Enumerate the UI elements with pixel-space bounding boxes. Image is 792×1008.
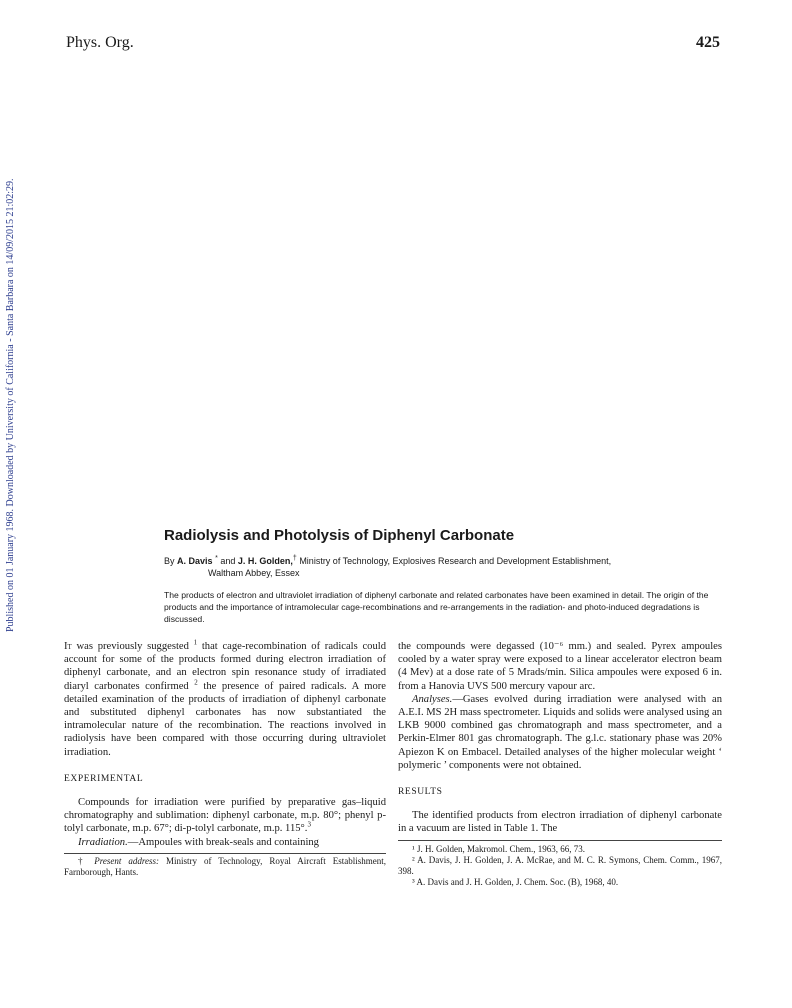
affiliation-line-2: Waltham Abbey, Essex [208,568,300,578]
article-title: Radiolysis and Photolysis of Diphenyl Carbonate [164,527,515,544]
abstract: The products of electron and ultraviolet irradiation of diphenyl carbonate and related carbonates have been examined in detail. The origin of the products and the importance of intramolecular cage-recombinations and re-arrangements in the radiation- and photo-induced degradations is discussed. [164,590,709,624]
irradiation-paragraph [64,836,386,849]
journal-section-header: Phys. Org. [66,34,134,51]
right-column [398,640,722,888]
compounds-text: Compounds for irradiation were purified by preparative gas–liquid chromatography and sublimation: diphenyl carbonate, m.p. 80°; phenyl p-tolyl carbonate, m.p. 67°; di-p-tolyl carbonate, m.p. 115°. [64,797,386,835]
byline [164,555,732,579]
analyses-paragraph [398,693,722,772]
analyses-heading: Analyses. [412,693,453,705]
intro-text-2: that cage-recombination of radicals could account for some of the products formed during electron irradiation of diphenyl carbonate, and an electron spin resonance study of irradiated diaryl carbonates confirmed [64,641,386,692]
irradiation-continuation: the compounds were degassed (10⁻⁶ mm.) and sealed. Pyrex ampoules cooled by a water spray were exposed to a linear accelerator electron beam (4 Mev) at a dose rate of 5 Mrads/min. Silica ampoules were exposed 6 in. from a Hanovia UVS 500 mercury vapour arc. [398,641,722,692]
irradiation-text: —Ampoules with break-seals and containing [127,836,319,848]
author-1-mark: * [215,555,218,562]
intro-text-3: the presence of paired radicals. A more detailed examination of the products of irradiation of diphenyl carbonate and substituted diphenyl carbonates has now substantiated the intramolecular nature of the recombination. The reactions involved in radiolysis have been compared with those occurring during ultraviolet irradiation. [64,680,387,758]
reference-item: ² A. Davis, J. H. Golden, J. A. McRae, and M. C. R. Symons, Chem. Comm., 1967, 398. [398,854,722,876]
download-notice-sidebar [4,152,18,632]
address-footnote [64,856,386,878]
left-column [64,640,386,878]
author-2: J. H. Golden, [237,556,293,566]
footnote-text: Ministry of Technology, Royal Aircraft Establishment, Farnborough, Hants. [64,855,387,877]
experimental-heading: EXPERIMENTAL [64,773,144,784]
ref-2-mark: 2 [194,678,198,687]
compounds-paragraph [64,796,386,836]
irradiation-heading: Irradiation. [78,836,128,848]
results-heading: RESULTS [398,787,443,798]
intro-text-1: was previously suggested [71,641,194,652]
footnote-dagger: † [78,855,88,866]
reference-item: ³ A. Davis and J. H. Golden, J. Chem. Soc. (B), 1968, 40. [412,876,619,887]
author-2-mark: † [292,555,297,562]
results-paragraph: The identified products from electron irradiation of diphenyl carbonate in a vacuum are listed in Table 1. The [398,810,722,835]
byline-line-1 [164,555,732,567]
author-1: A. Davis [177,556,213,566]
footnote-label: Present address: [94,855,160,866]
affiliation-line-1: Ministry of Technology, Explosives Research and Development Establishment, [299,556,612,566]
page-number: 425 [696,34,720,51]
introduction-paragraph [64,640,386,759]
references-divider [398,840,722,841]
intro-lead-word: It [64,641,72,652]
reference-item: ¹ J. H. Golden, Makromol. Chem., 1963, 66, 73. [412,843,585,854]
references-list [398,844,722,888]
byline-by: By [164,556,175,566]
download-notice-text: Published on 01 January 1968. Downloaded by University of California - Santa Barbara on 14/09/2015 21:02:29. [5,178,16,632]
ref-1-mark: 1 [193,638,198,647]
analyses-text: —Gases evolved during irradiation were analysed with an A.E.I. MS 2H mass spectrometer. Liquids and solids were analysed using an LKB 9000 combined gas chromatograph and mass spectrometer, and a Perkin-Elmer 801 gas chromatograph. The g.l.c. stationary phase was 20% Apiezon K on Embacel. Detailed analyses of the higher molecular weight ‘ polymeric ’ components were not obtained. [398,693,722,771]
byline-and: and [220,556,236,566]
footnote-divider [64,853,386,854]
ref-3-mark: 3 [307,820,311,829]
